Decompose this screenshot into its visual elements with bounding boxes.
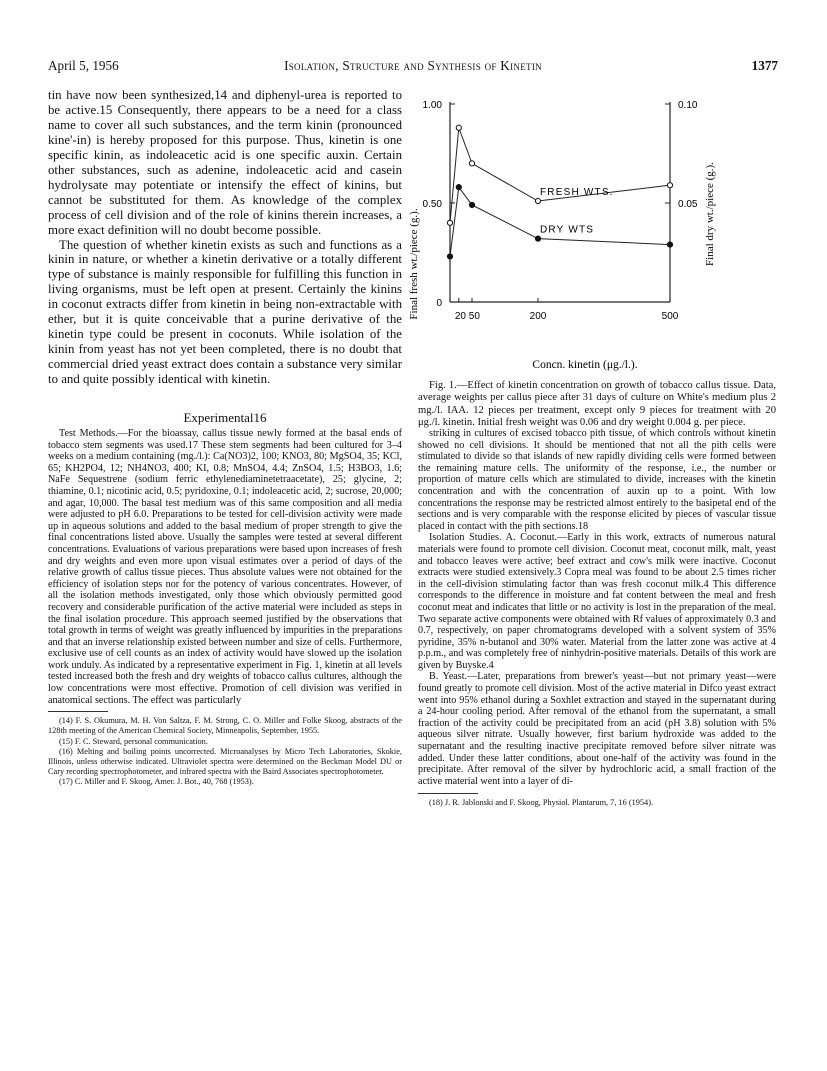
y-tick-label-left: 0 <box>436 298 442 309</box>
data-point-fresh <box>447 220 452 225</box>
page-header <box>48 58 778 76</box>
page-number: 1377 <box>751 58 778 73</box>
footnote-divider <box>48 711 108 712</box>
x-tick-label: 500 <box>661 311 679 322</box>
left-column-top <box>48 88 402 387</box>
footnote: (18) J. R. Jablonski and F. Skoog, Physiol. Plantarum, 7, 16 (1954). <box>429 798 654 808</box>
footnote: (15) F. C. Steward, personal communication. <box>59 736 208 746</box>
issue-date: April 5, 1956 <box>48 58 119 73</box>
paragraph: striking in cultures of excised tobacco pith tissue, of which controls without kinetin showed no cell divisions. It should be mentioned that not all the pith cells were stimulated to divide so that islands of new rapidly dividing cells were formed between the remaining mature cells. The uniformity of the response, i.e., the number or proportion of mature cells which are stimulated to divide, increases with the kinetin concentration and with the concentration of auxin up to a point. With low concentrations the response may be restricted almost entirely to the basipetal end of the sections and is very comparable with the response elicited by pieces of vascular tissue placed in contact with the pith sections.18 <box>418 428 776 532</box>
y-tick-label-left: 1.00 <box>422 100 442 111</box>
data-point-fresh <box>667 183 672 188</box>
x-tick-label: 200 <box>529 311 547 322</box>
data-point-fresh <box>456 125 461 130</box>
series-label-dry: DRY WTS <box>540 224 595 236</box>
y-tick-label-right: 0.05 <box>678 199 698 210</box>
footnote: (17) C. Miller and F. Skoog, Amer. J. Bot., 40, 768 (1953). <box>59 777 254 787</box>
x-tick-label: 20 50 <box>454 311 480 322</box>
footnote: (14) F. S. Okumura, M. H. Von Saltza, F. M. Strong, C. O. Miller and Folke Skoog, abstracts of the 128th meeting of the American Chemical Society, Minneapolis, September, 1955. <box>48 716 402 736</box>
paragraph: B. Yeast.—Later, preparations from brewer's yeast—but not primary yeast—were found greatly to promote cell division. Most of the active material in Difco yeast extract went into 95% ethanol during a Soxhlet extraction and stayed in the supernatant during a 24-hour cooling period. After removal of the ethanol from the supernatant, a small fraction of the activity could be precipitated from an acid (pH 3.8) solution with 5% aqueous silver nitrate. Usually however, first barium hydroxide was added to the supernatant and the resulting inactive precipitate removed before silver nitrate was added. Under these latter conditions, about one-half of the activity was found in the precipitate. After removal of the silver by hydrochloric acid, a small fraction of the active material went into a layer of di- <box>418 671 776 787</box>
paragraph: tin have now been synthesized,14 and diphenyl-urea is reported to be active.15 Consequently, there appears to be a need for a class name to cover all such substances, and the term kinin (pronounced kine'-in) is hereby proposed for this purpose. Thus, kinetin is one specific kinin, as indoleacetic acid is one specific auxin. Certain other substances, such as adenine, indoleacetic acid and casein hydrolysate may potentiate or intensify the effect of kinins, but cannot be substituted for them. As knowledge of the complex process of cell division and of the role of kinins therein increases, a more exact definition will no doubt become possible. <box>48 88 402 237</box>
figure-caption <box>418 380 776 430</box>
running-title: Isolation, Structure and Synthesis of Kinetin <box>284 58 542 73</box>
figure-1-chart <box>395 88 735 376</box>
left-column-bottom <box>48 428 402 788</box>
footnote-divider <box>418 793 478 794</box>
section-heading-experimental: Experimental16 <box>183 410 267 425</box>
data-point-dry <box>535 236 540 241</box>
data-point-fresh <box>469 161 474 166</box>
data-point-dry <box>456 185 461 190</box>
x-axis-label: Concn. kinetin (μg./l.). <box>532 359 638 371</box>
footnote: (16) Melting and boiling points uncorrected. Microanalyses by Micro Tech Laboratories, Skokie, Illinois, unless otherwise indicated. Ultraviolet spectra were determined on the Beckman Model DU or Cary recording spectrophotometer, and infrared spectra with the Baird Associates spectrophotometer. <box>48 746 402 777</box>
series-label-fresh: FRESH WTS. <box>540 187 614 199</box>
paragraph: The question of whether kinetin exists as such and functions as a kinin in nature, or whether a kinetin derivative or a totally different type of substance is mainly responsible for fulfilling this function in living organisms, must be left open at present. Certainly the kinins in coconut extracts differ from kinetin in being non-extractable with ether, but it is quite conceivable that a purine derivative of the kinetin type could be present in coconuts. While isolation of the kinin from yeast has not yet been completed, there is no doubt that commercial dried yeast extract does contain a substance very similar to and quite possibly identical with kinetin. <box>48 237 402 387</box>
caption-text: Fig. 1.—Effect of kinetin concentration on growth of tobacco callus tissue. Data, average weights per callus piece after 31 days of culture on White's medium plus 2 mg./l. IAA. 12 pieces per treatment, except only 9 pieces for treatment with 20 μg./l. kinetin. Initial fresh weight was 0.06 and dry weight 0.004 g. per piece. <box>418 380 776 429</box>
y-axis-label-right: Final dry wt./piece (g.). <box>704 162 716 266</box>
data-point-fresh <box>535 198 540 203</box>
y-axis-label-left: Final fresh wt./piece (g.). <box>408 208 420 320</box>
right-column-bottom <box>418 428 776 809</box>
y-tick-label-left: 0.50 <box>422 199 442 210</box>
paragraph: Test Methods.—For the bioassay, callus tissue newly formed at the basal ends of tobacco stem segments was used.17 These stem segments had been cultured for 3–4 weeks on a medium containing (mg./l.): Ca(NO3)2, 100; KNO3, 80; MgSO4, 35; KCl, 65; KH2PO4, 12; NH4NO3, 400; KI, 0.8; MnSO4, 4.4; ZnSO4, 1.5; H3BO3, 1.6; NaFe Sequestrene (sodium ferric ethylenediaminetetraacetate), 25; glycine, 2; thiamine, 0.1; nicotinic acid, 0.5; pyridoxine, 0.1; indoleacetic acid, 2; sucrose, 20,000; and agar, 10,000. The basal test medium was of this same composition and all media were adjusted to pH 6.0. Preparations to be tested for cell-division activity were made up in aqueous solutions and added to the basal medium of proper strength to give the final concentrations listed above. Usually the samples were tested at several different concentrations. Evaluations of various preparations were based upon increases of fresh and dry weights and even more upon visual estimates over a period of days of the relative growth of callus tissue pieces. Thus absolute values were not obtained for the efficiency of isolation steps nor for the potency of various concentrates. However, of all the isolation methods investigated, only those which obviously permitted good recovery and considerable purification of the active material were included as steps in the final isolation procedure. This approach seemed justified by the observations that total growth in terms of weight was greatly influenced by impurities in the preparations and that an inverse relationship existed between number and size of cells. Furthermore, exclusive use of cell counts as an index of activity would have slowed up the isolation work unduly. As indicated by a representative experiment in Fig. 1, kinetin at all levels tested increased both the fresh and dry weights of tobacco callus cultures, although the low concentrations were most effective. Promotion of cell division was verified in anatomical sections. The effect was particularly <box>48 428 403 706</box>
series-line-fresh <box>450 128 670 223</box>
data-point-dry <box>469 202 474 207</box>
data-point-dry <box>447 254 452 259</box>
data-point-dry <box>667 242 672 247</box>
paragraph: Isolation Studies. A. Coconut.—Early in this work, extracts of numerous natural materials were found to promote cell division. Coconut meat, coconut milk, malt, yeast and tobacco leaves were active; beef extract and cow's milk were inactive. Coconut extracts were studied extensively.3 Copra meal was found to be about 2.5 times richer in the cell-division stimulating factor than was fresh coconut milk.4 This difference corresponds to the difference in moisture and fat content between the meal and fresh coconut meat and indicates that little or no activity is lost in the preparation of the meal. Two separate active components were obtained with Rf values of approximately 0.3 and 0.7, respectively, on paper chromatograms developed with a solvent system of 35% pyridine, 35% n-butanol and 30% water. Material from the latter zone was active at 4 p.p.m., and was completely free of ninhydrin-positive materials. Details of this work are given by Buyske.4 <box>418 532 776 671</box>
y-tick-label-right: 0.10 <box>678 100 698 111</box>
